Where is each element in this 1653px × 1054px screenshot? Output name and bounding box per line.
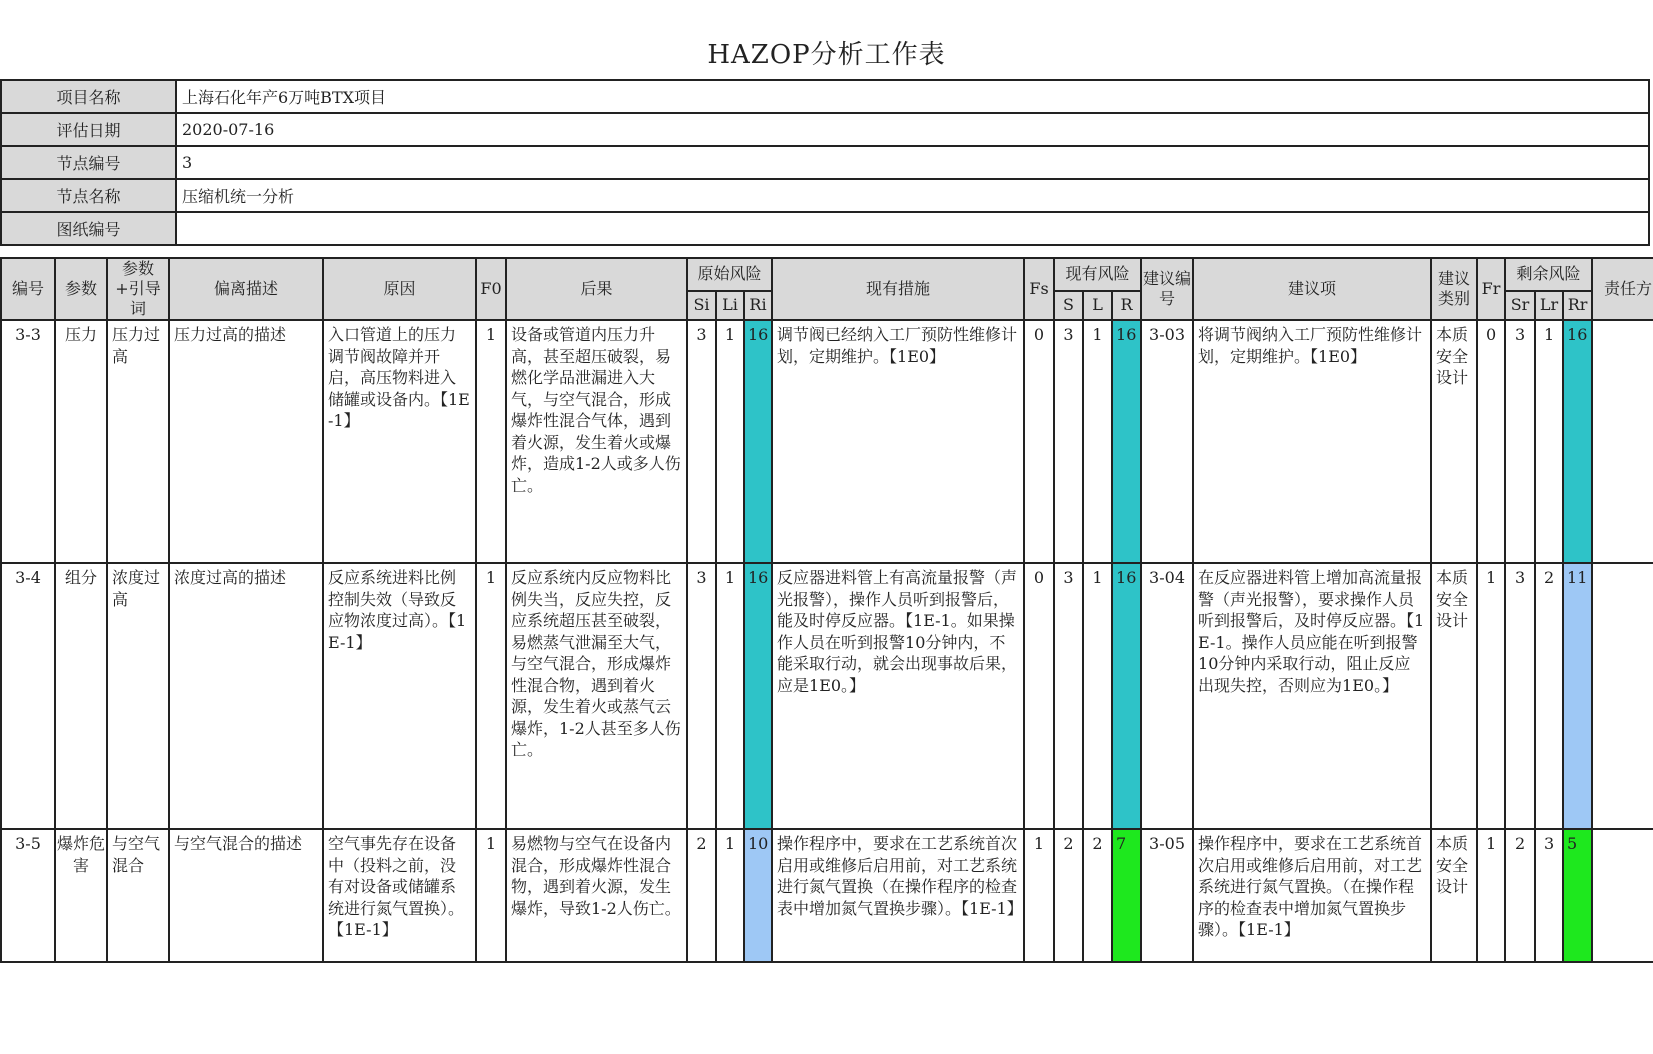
project-info-table xyxy=(0,79,1650,246)
col-header-rec-id: 建议编号 xyxy=(1141,258,1193,320)
row-param: 爆炸危害 xyxy=(55,829,107,962)
col-header-s: S xyxy=(1054,291,1083,320)
info-row-node-id xyxy=(1,146,1649,179)
col-header-sr: Sr xyxy=(1505,291,1535,320)
row-param: 压力 xyxy=(55,320,107,563)
row-r: 16 xyxy=(1112,563,1141,829)
row-fs: 1 xyxy=(1024,829,1054,962)
row-recommendation: 将调节阀纳入工厂预防性维修计划，定期维护。【1E0】 xyxy=(1193,320,1431,563)
row-sr: 3 xyxy=(1505,563,1535,829)
col-header-li: Li xyxy=(716,291,744,320)
row-guide: 浓度过高 xyxy=(107,563,169,829)
row-deviation: 浓度过高的描述 xyxy=(169,563,323,829)
sheet-title: HAZOP分析工作表 xyxy=(707,40,946,70)
col-header-deviation: 偏离描述 xyxy=(169,258,323,320)
row-recommendation: 在反应器进料管上增加高流量报警（声光报警），要求操作人员听到报警后，及时停反应器。【1E-1。操作人员应能在听到报警10分钟内采取行动，阻止反应出现失控，否则应为1E0。】 xyxy=(1193,563,1431,829)
row-li: 1 xyxy=(716,829,744,962)
row-sr: 2 xyxy=(1505,829,1535,962)
row-f0: 1 xyxy=(476,829,506,962)
row-lr: 2 xyxy=(1535,563,1563,829)
row-owner xyxy=(1592,829,1653,962)
col-header-id: 编号 xyxy=(1,258,55,320)
col-header-residual-risk: 剩余风险 xyxy=(1505,258,1592,291)
col-header-r: R xyxy=(1112,291,1141,320)
col-header-si: Si xyxy=(687,291,716,320)
row-rec-id: 3-03 xyxy=(1141,320,1193,563)
row-ri: 16 xyxy=(744,320,772,563)
col-header-rec-type: 建议类别 xyxy=(1431,258,1477,320)
info-row-project xyxy=(1,80,1649,113)
info-label: 图纸编号 xyxy=(1,212,176,245)
row-r: 7 xyxy=(1112,829,1141,962)
row-si: 2 xyxy=(687,829,716,962)
col-header-f0: F0 xyxy=(476,258,506,320)
info-label: 评估日期 xyxy=(1,113,176,146)
col-header-fr: Fr xyxy=(1477,258,1505,320)
row-deviation: 与空气混合的描述 xyxy=(169,829,323,962)
col-header-consequence: 后果 xyxy=(506,258,687,320)
row-rec-type: 本质安全设计 xyxy=(1431,563,1477,829)
row-fs: 0 xyxy=(1024,320,1054,563)
row-s: 3 xyxy=(1054,320,1083,563)
col-header-rr: Rr xyxy=(1563,291,1592,320)
row-fs: 0 xyxy=(1024,563,1054,829)
col-header-fs: Fs xyxy=(1024,258,1054,320)
row-rr: 16 xyxy=(1563,320,1592,563)
row-r: 16 xyxy=(1112,320,1141,563)
row-id: 3-3 xyxy=(1,320,55,563)
row-s: 2 xyxy=(1054,829,1083,962)
info-row-drawing xyxy=(1,212,1649,245)
row-consequence: 反应系统内反应物料比例失当，反应失控，反应系统超压甚至破裂，易燃蒸气泄漏至大气，与空气混合，形成爆炸性混合物，遇到着火源，发生着火或蒸气云爆炸，1-2人甚至多人伤亡。 xyxy=(506,563,687,829)
row-owner xyxy=(1592,563,1653,829)
row-f0: 1 xyxy=(476,320,506,563)
row-consequence: 易燃物与空气在设备内混合，形成爆炸性混合物，遇到着火源，发生爆炸，导致1-2人伤亡。 xyxy=(506,829,687,962)
row-recommendation: 操作程序中，要求在工艺系统首次启用或维修后启用前，对工艺系统进行氮气置换。（在操作程序的检查表中增加氮气置换步骤）。【1E-1】 xyxy=(1193,829,1431,962)
info-value: 上海石化年产6万吨BTX项目 xyxy=(176,80,1649,113)
col-header-guide: 参数+引导词 xyxy=(107,258,169,320)
col-header-ri: Ri xyxy=(744,291,772,320)
row-l: 1 xyxy=(1083,320,1112,563)
row-rec-type: 本质安全设计 xyxy=(1431,320,1477,563)
col-header-current-risk: 现有风险 xyxy=(1054,258,1141,291)
row-ri: 10 xyxy=(744,829,772,962)
row-cause: 反应系统进料比例控制失效（导致反应物浓度过高）。【1E-1】 xyxy=(323,563,476,829)
info-value: 3 xyxy=(176,146,1649,179)
info-row-date xyxy=(1,113,1649,146)
col-header-param: 参数 xyxy=(55,258,107,320)
row-measures: 反应器进料管上有高流量报警（声光报警），操作人员听到报警后，能及时停反应器。【1E-1。如果操作人员在听到报警10分钟内，不能采取行动，就会出现事故后果，应是1E0。】 xyxy=(772,563,1024,829)
row-li: 1 xyxy=(716,563,744,829)
row-s: 3 xyxy=(1054,563,1083,829)
row-lr: 3 xyxy=(1535,829,1563,962)
row-si: 3 xyxy=(687,563,716,829)
row-id: 3-5 xyxy=(1,829,55,962)
row-owner xyxy=(1592,320,1653,563)
header-row-1 xyxy=(1,258,1653,291)
row-f0: 1 xyxy=(476,563,506,829)
row-lr: 1 xyxy=(1535,320,1563,563)
row-deviation: 压力过高的描述 xyxy=(169,320,323,563)
col-header-lr: Lr xyxy=(1535,291,1563,320)
info-value xyxy=(176,212,1649,245)
row-fr: 1 xyxy=(1477,829,1505,962)
col-header-measures: 现有措施 xyxy=(772,258,1024,320)
row-rec-type: 本质安全设计 xyxy=(1431,829,1477,962)
row-fr: 0 xyxy=(1477,320,1505,563)
row-consequence: 设备或管道内压力升高，甚至超压破裂，易燃化学品泄漏进入大气，与空气混合，形成爆炸性混合气体，遇到着火源，发生着火或爆炸，造成1-2人或多人伤亡。 xyxy=(506,320,687,563)
row-rr: 5 xyxy=(1563,829,1592,962)
row-si: 3 xyxy=(687,320,716,563)
row-cause: 空气事先存在设备中（投料之前，没有对设备或储罐系统进行氮气置换）。【1E-1】 xyxy=(323,829,476,962)
row-measures: 调节阀已经纳入工厂预防性维修计划，定期维护。【1E0】 xyxy=(772,320,1024,563)
info-label: 节点编号 xyxy=(1,146,176,179)
row-id: 3-4 xyxy=(1,563,55,829)
hazop-table xyxy=(0,257,1653,963)
row-ri: 16 xyxy=(744,563,772,829)
row-rec-id: 3-04 xyxy=(1141,563,1193,829)
row-l: 2 xyxy=(1083,829,1112,962)
table-row xyxy=(1,320,1653,563)
info-value: 2020-07-16 xyxy=(176,113,1649,146)
info-value: 压缩机统一分析 xyxy=(176,179,1649,212)
col-header-cause: 原因 xyxy=(323,258,476,320)
col-header-l: L xyxy=(1083,291,1112,320)
row-fr: 1 xyxy=(1477,563,1505,829)
table-row xyxy=(1,563,1653,829)
row-l: 1 xyxy=(1083,563,1112,829)
col-header-original-risk: 原始风险 xyxy=(687,258,772,291)
row-measures: 操作程序中，要求在工艺系统首次启用或维修后启用前，对工艺系统进行氮气置换（在操作程序的检查表中增加氮气置换步骤）。【1E-1】 xyxy=(772,829,1024,962)
row-sr: 3 xyxy=(1505,320,1535,563)
info-row-node-name xyxy=(1,179,1649,212)
row-rec-id: 3-05 xyxy=(1141,829,1193,962)
table-row xyxy=(1,829,1653,962)
info-label: 节点名称 xyxy=(1,179,176,212)
col-header-recommendation: 建议项 xyxy=(1193,258,1431,320)
row-guide: 压力过高 xyxy=(107,320,169,563)
row-cause: 入口管道上的压力调节阀故障并开启，高压物料进入储罐或设备内。【1E-1】 xyxy=(323,320,476,563)
row-li: 1 xyxy=(716,320,744,563)
row-rr: 11 xyxy=(1563,563,1592,829)
row-guide: 与空气混合 xyxy=(107,829,169,962)
col-header-owner: 责任方 xyxy=(1592,258,1653,320)
info-label: 项目名称 xyxy=(1,80,176,113)
row-param: 组分 xyxy=(55,563,107,829)
